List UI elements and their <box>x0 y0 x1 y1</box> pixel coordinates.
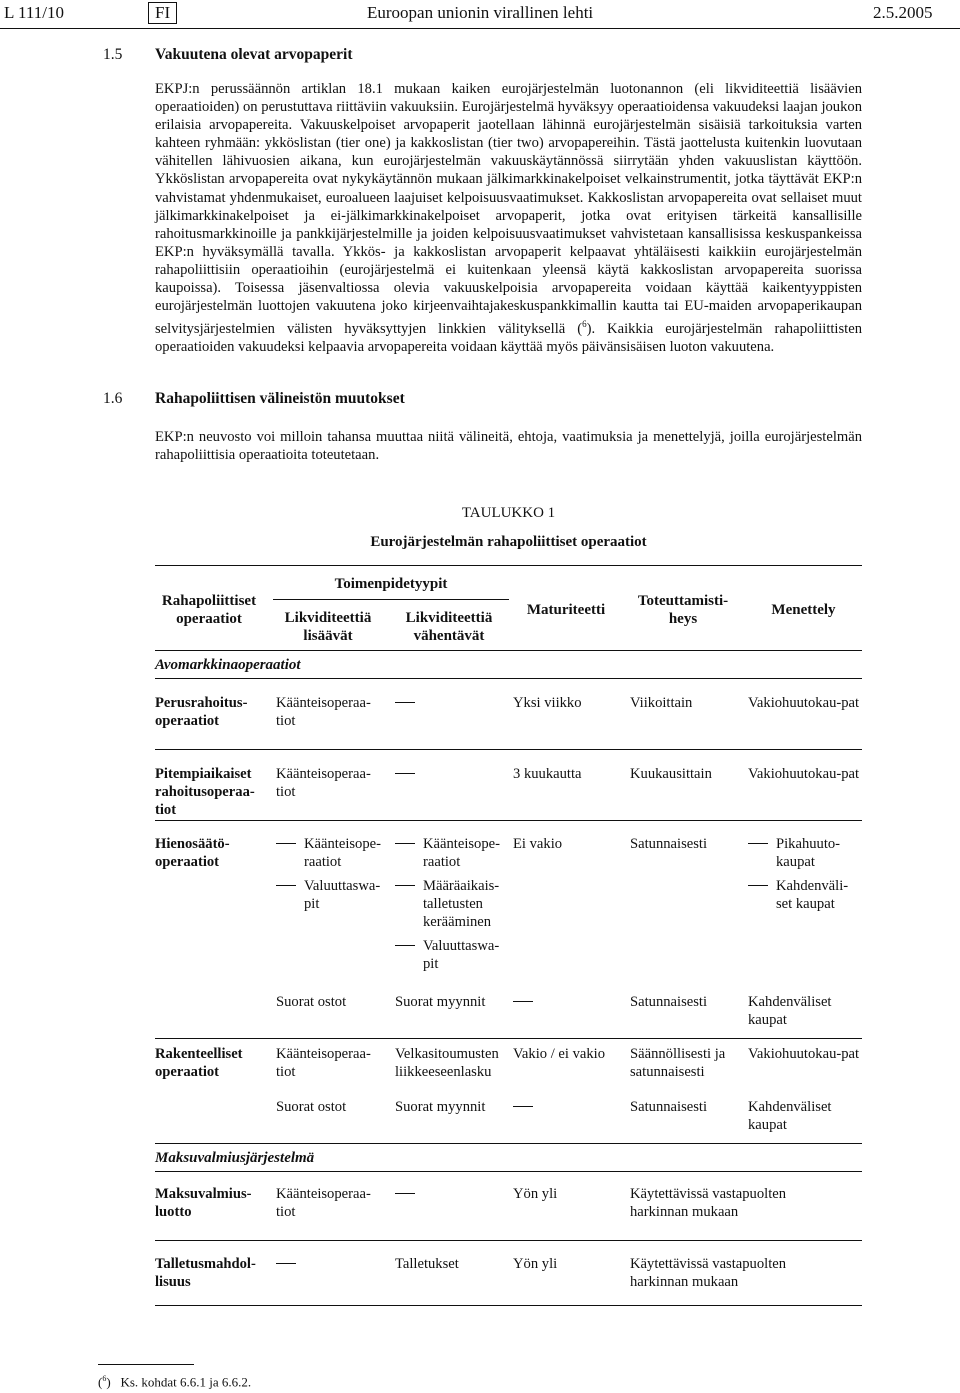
cell-structural-maturity-b <box>513 1098 537 1116</box>
row-rule <box>155 1240 862 1241</box>
row-label-fine-tuning: Hienosäätö-operaatiot <box>155 836 230 870</box>
dash-mark <box>276 885 296 886</box>
cell-structural-provide: Käänteisoperaa-tiot <box>276 1046 371 1080</box>
header-absorbing: Likviditeettiä vähentävät <box>405 610 493 644</box>
header-types: Toimenpidetyypit <box>334 576 448 592</box>
dash-mark <box>395 885 415 886</box>
footnote-reference[interactable]: 6 <box>582 319 587 330</box>
group-open-market: Avomarkkinaoperaatiot <box>155 657 301 673</box>
cell-mlf-absorb <box>395 1185 419 1203</box>
cell-structural-frequency-b: Satunnaisesti <box>630 1099 708 1115</box>
cell-structural-procedure: Vakiohuutokau-pat <box>748 1046 860 1062</box>
cell-fine-absorb <box>395 835 507 979</box>
page-header <box>0 0 960 30</box>
header-divider <box>0 28 960 29</box>
list-item: Käänteisope-raatiot <box>395 835 507 871</box>
cell-structural-provide-b: Suorat ostot <box>276 1099 347 1115</box>
section-number: 1.5 <box>103 46 123 63</box>
footnote-divider <box>98 1364 194 1365</box>
cell-ltro-maturity: 3 kuukautta <box>513 766 582 782</box>
row-label-ltro: Pitempiaikaiset rahoitusoperaa-tiot <box>155 766 255 818</box>
header-types-rule <box>273 599 509 600</box>
header-procedure: Menettely <box>771 602 836 618</box>
cell-fine-frequency-b: Satunnaisesti <box>630 994 708 1010</box>
cell-fine-provide-b: Suorat ostot <box>276 994 347 1010</box>
table-title: Eurojärjestelmän rahapoliittiset operaatiot <box>370 534 647 550</box>
table-top-rule <box>155 565 862 566</box>
cell-fine-provide <box>276 835 388 919</box>
cell-ltro-provide: Käänteisoperaa-tiot <box>276 766 371 800</box>
header-maturity: Maturiteetti <box>526 602 606 618</box>
cell-structural-frequency: Säännöllisesti ja satunnaisesti <box>630 1046 726 1080</box>
section-number: 1.6 <box>103 390 123 407</box>
list-item: Valuuttaswa-pit <box>276 877 388 913</box>
section-heading-1-6 <box>103 390 603 410</box>
cell-mlf-provide: Käänteisoperaa-tiot <box>276 1186 371 1220</box>
list-item: Käänteisope-raatiot <box>276 835 388 871</box>
cell-structural-maturity: Vakio / ei vakio <box>513 1046 606 1062</box>
dash-mark <box>276 1263 296 1264</box>
cell-fine-procedure-b: Kahdenväliset kaupat <box>748 994 832 1028</box>
cell-mro-absorb <box>395 694 419 712</box>
cell-mro-maturity: Yksi viikko <box>513 695 582 711</box>
section-body-1-5 <box>155 80 862 356</box>
cell-structural-absorb: Velkasitoumusten liikkeeseenlasku <box>395 1046 499 1080</box>
header-bottom-rule <box>155 650 862 651</box>
footnote: ($^6$) Ks. kohdat 6.6.1 ja 6.6.2. <box>98 1374 252 1390</box>
list-item: Valuuttaswa-pit <box>395 937 507 973</box>
cell-structural-procedure-b: Kahdenväliset kaupat <box>748 1099 832 1133</box>
header-operations: Rahapoliittiset operaatiot <box>161 593 257 627</box>
cell-df-provide <box>276 1255 300 1273</box>
cell-df-frequency: Käytettävissä vastapuolten harkinnan mukaan <box>630 1256 787 1290</box>
footnote-marker: 6 <box>102 1374 107 1383</box>
journal-title: Euroopan unionin virallinen lehti <box>367 3 594 22</box>
row-rule <box>155 749 862 750</box>
cell-ltro-frequency: Kuukausittain <box>630 766 712 782</box>
cell-mlf-frequency: Käytettävissä vastapuolten harkinnan mukaan <box>630 1186 787 1220</box>
cell-df-absorb: Talletukset <box>395 1256 459 1272</box>
row-rule <box>155 1038 862 1039</box>
header-providing: Likviditeettiä lisäävät <box>284 610 372 644</box>
language-code: FI <box>148 2 177 24</box>
dash-mark <box>513 1106 533 1107</box>
cell-fine-maturity: Ei vakio <box>513 836 563 852</box>
row-label-structural: Rakenteelliset operaatiot <box>155 1046 243 1080</box>
row-rule <box>155 1143 862 1144</box>
dash-mark <box>395 702 415 703</box>
section-title: Rahapoliittisen välineistön muutokset <box>155 390 405 407</box>
dash-mark <box>748 843 768 844</box>
cell-fine-frequency: Satunnaisesti <box>630 836 708 852</box>
list-item: Pikahuuto-kaupat <box>748 835 860 871</box>
cell-fine-maturity-b <box>513 993 537 1011</box>
body-text-b: ). Kaikkia eurojärjestelmän rahapoliittisten operaatioiden vakuudeksi kelpaavia arvopapereita voidaan käyttää myös päivänsisäisen luoton vakuutena. <box>155 321 862 356</box>
table-bottom-rule <box>155 1305 862 1306</box>
row-rule <box>155 820 862 821</box>
cell-fine-absorb-b: Suorat myynnit <box>395 994 486 1010</box>
section-body-1-6: EKP:n neuvosto voi milloin tahansa muuttaa niitä välineitä, ehtoja, vaatimuksia ja menettelyjä, joilla eurojärjestelmän rahapoliittisia operaatioita toteutetaan. <box>155 429 862 464</box>
cell-mro-provide: Käänteisoperaa-tiot <box>276 695 371 729</box>
header-frequency: Toteuttamisti-heys <box>637 593 729 627</box>
publication-date: 2.5.2005 <box>873 3 933 22</box>
table-label: TAULUKKO 1 <box>461 505 556 521</box>
dash-mark <box>395 843 415 844</box>
cell-df-maturity: Yön yli <box>513 1256 558 1272</box>
cell-structural-absorb-b: Suorat myynnit <box>395 1099 486 1115</box>
group-standing-rule <box>155 1171 862 1172</box>
list-item: Kahdenväli-set kaupat <box>748 877 860 913</box>
row-label-deposit-facility: Talletusmahdol-lisuus <box>155 1256 256 1290</box>
section-title: Vakuutena olevat arvopaperit <box>155 46 353 63</box>
row-label-mro: Perusrahoitus-operaatiot <box>155 695 248 729</box>
cell-mlf-maturity: Yön yli <box>513 1186 558 1202</box>
section-heading-1-5 <box>103 46 503 66</box>
dash-mark <box>748 885 768 886</box>
cell-ltro-procedure: Vakiohuutokau-pat <box>748 766 860 782</box>
body-text-a: EKPJ:n perussäännön artiklan 18.1 mukaan kaiken eurojärjestelmän luotonannon (eli likviditeettiä lisäävien operaatioiden) on perustuttava riittäviin vakuuksiin. Eurojärjestelmä hyväksyy operaatioidensa vakuudeksi laajan joukon erilaisia arvopapereita. Vakuuskelpoiset arvopaperit jaotellaan lähinnä eurojärjestelmän sisäisiä tarkoituksia varten kahteen ryhmään: ykköslistan (tier one) ja kakkoslistan (tier two) arvopapereihin. Tästä jaottelusta kuitenkin luovutaan vähitellen lähivuosien aikana, kun eurojärjestelmän vakuuskäytännössä siirrytään yhden vakuuslistan käyttöön. Ykköslistan arvopapereita ovat nykykäytännön mukaan jälkimarkkinakelpoiset velkainstrumentit, jotka täyttävät EKP:n vahvistamat yhdenmukaiset, euroalueen laajuiset kelpoisuusvaatimukset. Kakkoslistan arvopapereita ovat sellaiset muut jälkimarkkinakelpoiset ja ei-jälkimarkkinakelpoiset arvopaperit, jotka ovat erityisen tärkeitä kansallisille rahoitusmarkkinoille ja pankkijärjestelmille ja joiden kelpoisuusvaatimukset vahvistetaan kansallisissa keskuspankeissa EKP:n hyväksymällä tavalla. Ykkös- ja kakkoslistan arvopaperit kelpaavat yhtäläisesti kaikkiin eurojärjestelmän rahapoliittisiin operaatioihin (eurojärjestelmä ei kuitenkaan yleensä käytä kakkoslistan arvopapereita suorissa kaupoissa). Toisessa jäsenvaltiossa olevia vakuuskelpoisia arvopapereita voidaan käyttää kaikentyyppisten eurojärjestelmän luottojen vakuutena joko kirjeenvaihtajakeskuspankkimallin kautta tai EU-maiden arvopaperikaupan selvitysjärjestelmien välisten hyväksyttyjen linkkien välityksellä ( <box>155 81 862 338</box>
cell-mro-frequency: Viikoittain <box>630 695 693 711</box>
page-reference: L 111/10 <box>4 3 64 22</box>
group-open-market-rule <box>155 678 862 679</box>
group-standing-facilities: Maksuvalmiusjärjestelmä <box>155 1150 315 1166</box>
dash-mark <box>395 945 415 946</box>
list-item: Määräaikais-talletusten kerääminen <box>395 877 507 931</box>
footnote-text: Ks. kohdat 6.6.1 ja 6.6.2. <box>120 1374 252 1390</box>
cell-fine-procedure <box>748 835 860 919</box>
dash-mark <box>513 1001 533 1002</box>
row-label-marginal-lending: Maksuvalmius-luotto <box>155 1186 252 1220</box>
cell-mro-procedure: Vakiohuutokau-pat <box>748 695 860 711</box>
dash-mark <box>276 843 296 844</box>
cell-ltro-absorb <box>395 765 419 783</box>
dash-mark <box>395 1193 415 1194</box>
dash-mark <box>395 773 415 774</box>
